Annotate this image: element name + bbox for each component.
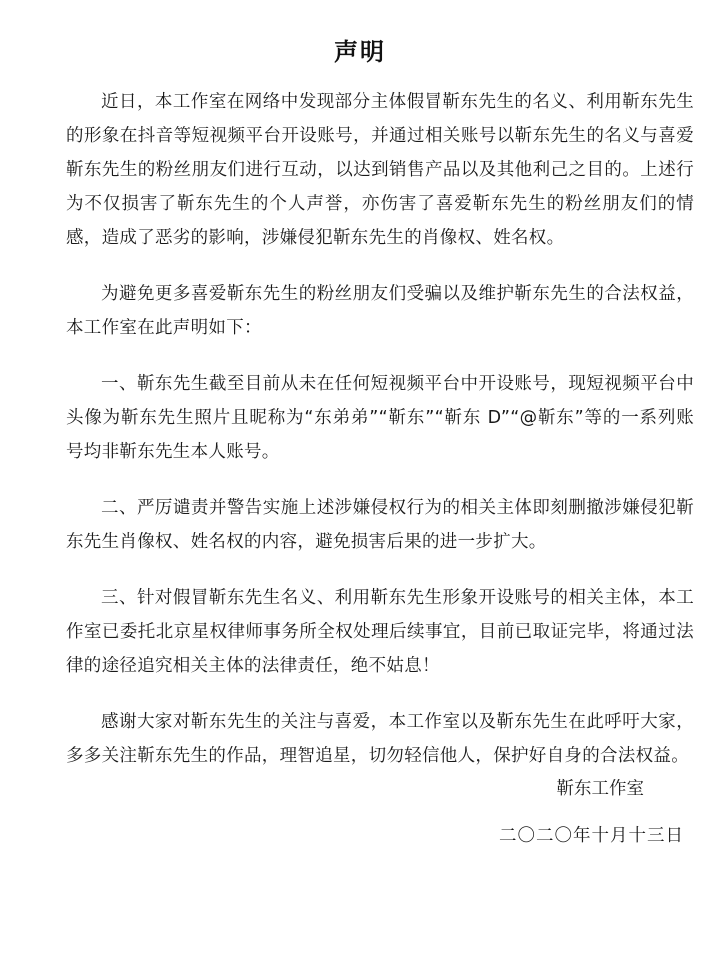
paragraph-thanks: 感谢大家对靳东先生的关注与喜爱，本工作室以及靳东先生在此呼吁大家，多多关注靳东先生的作品，理智追星，切勿轻信他人，保护好自身的合法权益。 xyxy=(66,712,694,766)
statement-title: 声明 xyxy=(334,38,386,66)
paragraph-declaration-lead: 为避免更多喜爱靳东先生的粉丝朋友们受骗以及维护靳东先生的合法权益，本工作室在此声明如下： xyxy=(66,284,694,338)
paragraph-point-3: 三、针对假冒靳东先生名义、利用靳东先生形象开设账号的相关主体，本工作室已委托北京星权律师事务所全权处理后续事宜，目前已取证完毕，将通过法律的途径追究相关主体的法律责任，绝不姑息！ xyxy=(66,588,694,676)
signature-date: 二〇二〇年十月十三日 xyxy=(499,826,684,846)
paragraph-point-2: 二、严厉谴责并警告实施上述涉嫌侵权行为的相关主体即刻删撤涉嫌侵犯靳东先生肖像权、姓名权的内容，避免损害后果的进一步扩大。 xyxy=(66,498,694,552)
paragraph-intro: 近日，本工作室在网络中发现部分主体假冒靳东先生的名义、利用靳东先生的形象在抖音等短视频平台开设账号，并通过相关账号以靳东先生的名义与喜爱靳东先生的粉丝朋友们进行互动，以达到销售产品以及其他利己之目的。上述行为不仅损害了靳东先生的个人声誉，亦伤害了喜爱靳东先生的粉丝朋友们的情感，造成了恶劣的影响，涉嫌侵犯靳东先生的肖像权、姓名权。 xyxy=(66,92,694,248)
paragraph-point-1: 一、靳东先生截至目前从未在任何短视频平台中开设账号，现短视频平台中头像为靳东先生照片且昵称为“东弟弟”“靳东”“靳东 D”“@靳东”等的一系列账号均非靳东先生本人账号。 xyxy=(66,374,694,462)
statement-body xyxy=(66,85,694,795)
signature-studio: 靳东工作室 xyxy=(556,779,644,799)
